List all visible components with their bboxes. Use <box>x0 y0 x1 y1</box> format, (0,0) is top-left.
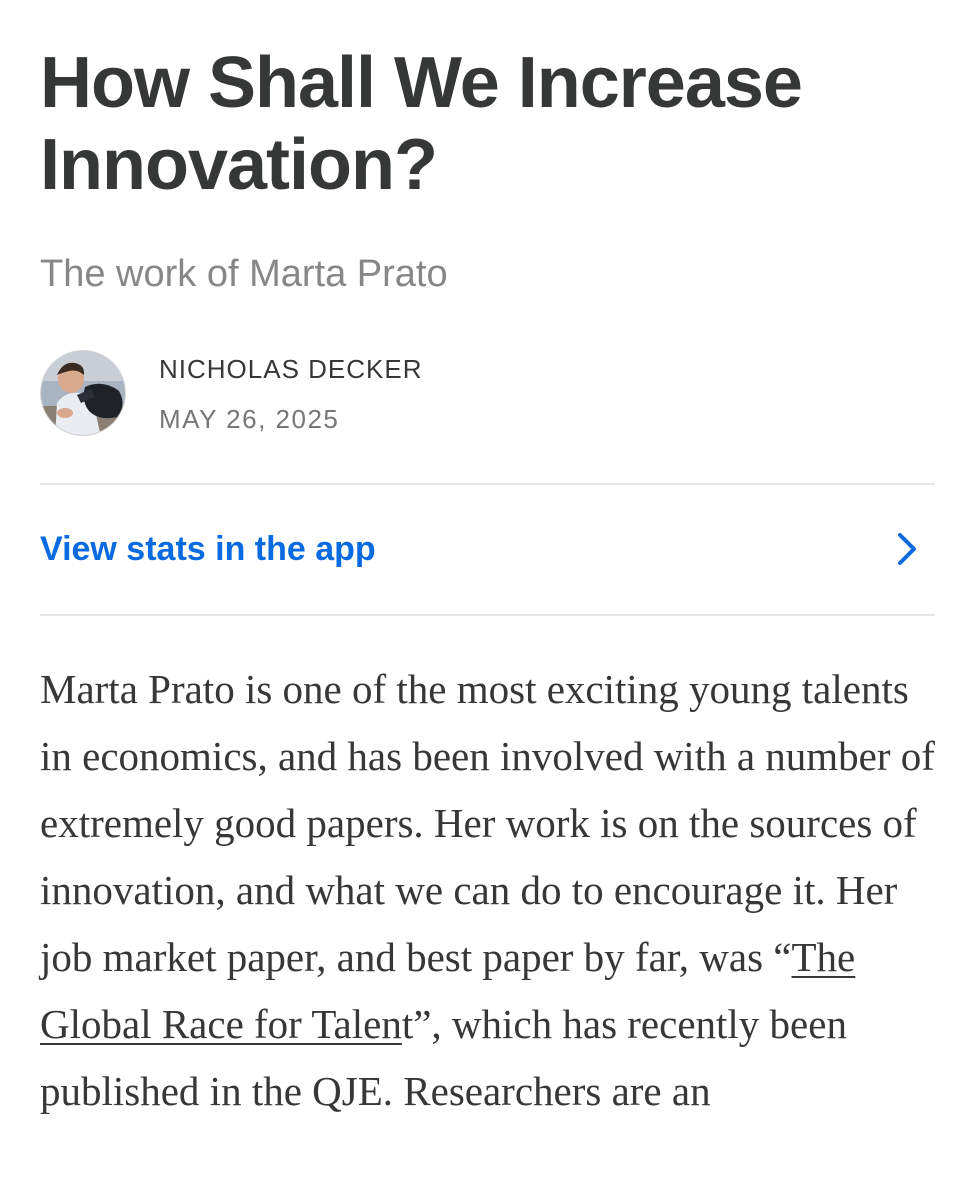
article-body <box>40 656 935 1125</box>
view-stats-label[interactable]: View stats in the app <box>40 530 376 568</box>
author-name[interactable]: NICHOLAS DECKER <box>159 354 423 384</box>
author-avatar[interactable] <box>40 350 126 436</box>
byline <box>40 348 935 440</box>
paper-link[interactable]: The Global Race for Talen <box>40 934 856 1047</box>
post-title: How Shall We Increase Innovation? <box>40 43 802 205</box>
chevron-right-icon[interactable] <box>895 531 919 567</box>
divider <box>40 614 935 616</box>
body-text-end: t”, which has recently been published in the QJE. Researchers are an <box>40 1001 847 1114</box>
body-text-start: Marta Prato is one of the most exciting young talents in economics, and has been involved with a number of extremely good papers. Her work is on the sources of innovation, and what we can do to encourage it. Her job market paper, and best paper by far, was “ <box>40 666 935 980</box>
view-stats-link[interactable] <box>40 485 935 614</box>
post-date: MAY 26, 2025 <box>159 404 340 434</box>
post-subtitle: The work of Marta Prato <box>40 253 448 295</box>
